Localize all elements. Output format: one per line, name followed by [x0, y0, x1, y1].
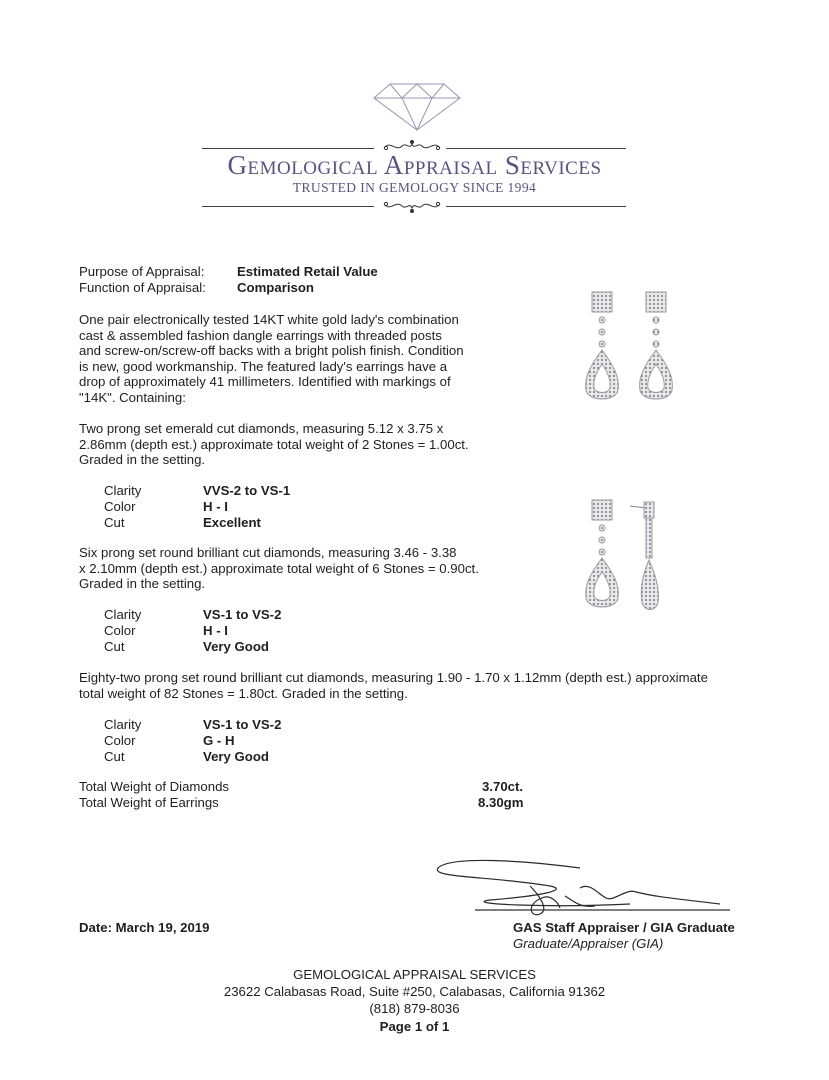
grade-value-color: H - I — [203, 623, 228, 638]
header-bottom-rule-left — [202, 206, 374, 207]
earring-profile — [630, 502, 659, 610]
grade-value-cut: Very Good — [203, 749, 269, 764]
stone-line: 2.86mm (depth est.) approximate total weight of 2 Stones = 1.00ct. — [79, 436, 469, 452]
header-top-rule-left — [202, 148, 374, 149]
purpose-value: Estimated Retail Value — [237, 264, 378, 279]
earring-right — [640, 292, 673, 399]
header-top-rule-right — [446, 148, 626, 149]
total-diamond-weight-label: Total Weight of Diamonds — [79, 779, 230, 794]
grade-label-clarity: Clarity — [104, 607, 142, 622]
grade-value-cut: Excellent — [203, 515, 261, 530]
stone-group-2-description — [79, 545, 519, 592]
footer-phone: (818) 879-8036 — [369, 1001, 460, 1016]
grade-label-cut: Cut — [104, 639, 125, 654]
stone-line: x 2.10mm (depth est.) approximate total weight of 6 Stones = 0.90ct. — [79, 560, 479, 576]
stone-line: Graded in the setting. — [79, 452, 206, 467]
grade-label-cut: Cut — [104, 515, 125, 530]
header-bottom-rule-right — [446, 206, 626, 207]
stone-line: Six prong set round brilliant cut diamonds, measuring 3.46 - 3.38 — [79, 545, 457, 560]
earring-pair-front-image — [580, 290, 690, 410]
stone-line: Eighty-two prong set round brilliant cut diamonds, measuring 1.90 - 1.70 x 1.12mm (depth est.) approximate — [79, 670, 708, 685]
grade-value-clarity: VS-1 to VS-2 — [203, 607, 282, 622]
purpose-label: Purpose of Appraisal: — [79, 264, 205, 279]
grade-value-color: H - I — [203, 499, 228, 514]
grade-value-color: G - H — [203, 733, 235, 748]
stone-line: Graded in the setting. — [79, 576, 206, 591]
grade-label-clarity: Clarity — [104, 483, 142, 498]
grade-label-cut: Cut — [104, 749, 125, 764]
company-tagline: TRUSTED IN GEMOLOGY SINCE 1994 — [292, 180, 537, 195]
total-earring-weight-value: 8.30gm — [478, 795, 524, 810]
page-number: Page 1 of 1 — [379, 1019, 450, 1034]
item-description — [79, 312, 519, 405]
earring-front — [586, 500, 619, 607]
stone-line: Two prong set emerald cut diamonds, measuring 5.12 x 3.75 x — [79, 421, 444, 436]
diamond-icon — [372, 82, 462, 132]
description-line: and screw-on/screw-off backs with a bright polish finish. Condition — [79, 343, 464, 358]
description-line: is new, good workmanship. The featured lady's earrings have a — [79, 358, 448, 374]
stone-line: total weight of 82 Stones = 1.80ct. Graded in the setting. — [79, 685, 408, 701]
total-earring-weight-label: Total Weight of Earrings — [79, 795, 219, 810]
appraiser-credential: Graduate/Appraiser (GIA) — [513, 936, 664, 951]
grade-value-cut: Very Good — [203, 639, 269, 654]
earring-pair-side-image — [580, 498, 690, 618]
grade-label-color: Color — [104, 733, 136, 748]
function-label: Function of Appraisal: — [79, 280, 206, 295]
stone-group-1-description — [79, 421, 519, 468]
appraisal-date: Date: March 19, 2019 — [79, 920, 210, 935]
function-value: Comparison — [237, 280, 314, 295]
description-line: "14K". Containing: — [79, 389, 186, 405]
flourish-icon — [382, 198, 442, 214]
appraiser-title: GAS Staff Appraiser / GIA Graduate — [513, 920, 735, 935]
footer-address: 23622 Calabasas Road, Suite #250, Calabasas, California 91362 — [223, 984, 606, 999]
earring-left — [586, 292, 619, 399]
stone-group-3-description — [79, 670, 759, 701]
signature-icon — [430, 858, 730, 918]
grade-label-color: Color — [104, 623, 136, 638]
description-line: drop of approximately 41 millimeters. Identified with markings of — [79, 374, 451, 389]
grade-value-clarity: VS-1 to VS-2 — [203, 717, 282, 732]
company-name: Gemological Appraisal Services — [227, 150, 602, 180]
total-diamond-weight-value: 3.70ct. — [482, 779, 524, 794]
description-line: One pair electronically tested 14KT white gold lady's combination — [79, 312, 459, 327]
footer-company: GEMOLOGICAL APPRAISAL SERVICES — [293, 967, 536, 982]
grade-value-clarity: VVS-2 to VS-1 — [203, 483, 291, 498]
grade-label-clarity: Clarity — [104, 717, 142, 732]
description-line: cast & assembled fashion dangle earrings with threaded posts — [79, 327, 442, 343]
grade-label-color: Color — [104, 499, 136, 514]
